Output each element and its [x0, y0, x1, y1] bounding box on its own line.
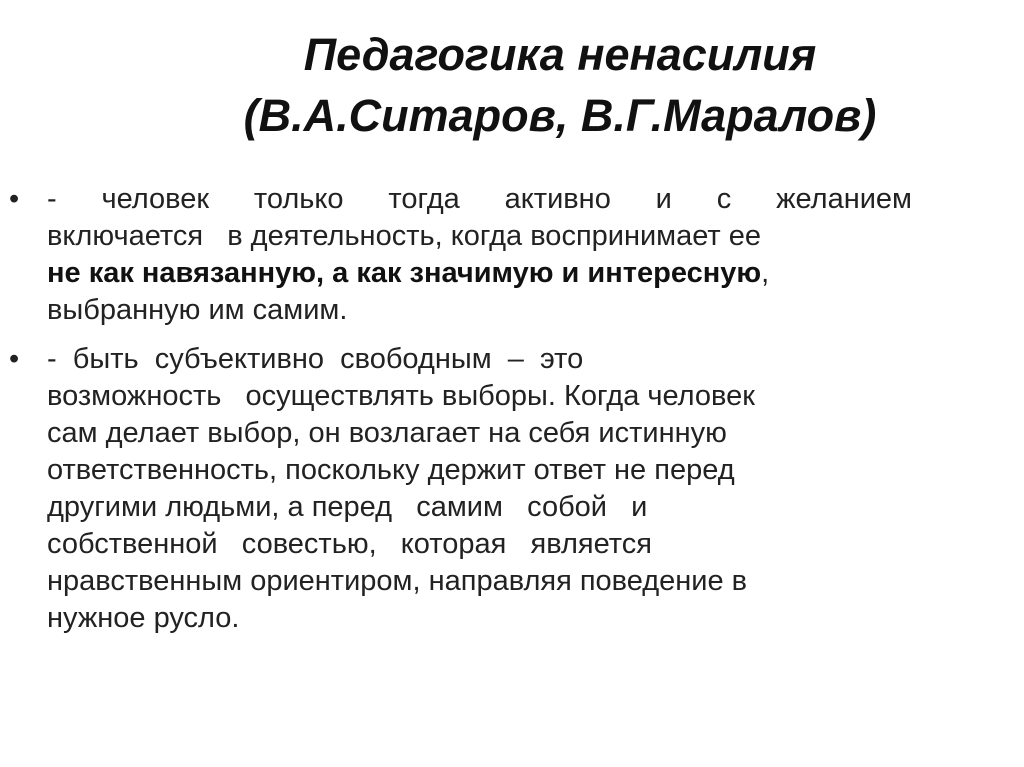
bullet-text — [47, 181, 912, 329]
bullet-icon: • — [9, 183, 20, 215]
bullet-icon: • — [9, 343, 20, 375]
bullet-2-line-6: собственной совестью, которая является — [47, 528, 652, 560]
bullet-2-line-1: - быть субъективно свободным – это — [47, 343, 584, 375]
title-line-1: Педагогика ненасилия — [303, 29, 817, 80]
bullet-2-line-4: ответственность, поскольку держит ответ не перед — [47, 454, 735, 486]
bullet-item-2 — [0, 341, 912, 637]
slide-title — [150, 24, 970, 146]
bullet-list — [0, 181, 1024, 649]
bullet-2-line-8: нужное русло. — [47, 602, 240, 634]
bullet-1-line-1: - человек только тогда активно и с желанием — [47, 183, 912, 215]
emphasized-phrase: не как навязанную, а как значимую и интересную — [47, 257, 762, 289]
bullet-1-line-3 — [47, 255, 912, 292]
bullet-2-line-2: возможность осуществлять выборы. Когда человек — [47, 380, 755, 412]
bullet-1-line-3-rest: , — [761, 257, 770, 289]
bullet-1-line-4: выбранную им самим. — [47, 294, 348, 326]
bullet-2-line-7: нравственным ориентиром, направляя поведение в — [47, 565, 748, 597]
bullet-text — [47, 341, 912, 637]
bullet-item-1 — [0, 181, 912, 329]
bullet-2-line-5: другими людьми, а перед самим собой и — [47, 491, 648, 523]
bullet-2-line-3: сам делает выбор, он возлагает на себя истинную — [47, 417, 727, 449]
title-line-2: (В.А.Ситаров, В.Г.Маралов) — [243, 90, 877, 141]
bullet-1-line-2: включается в деятельность, когда воспринимает ее — [47, 220, 762, 252]
